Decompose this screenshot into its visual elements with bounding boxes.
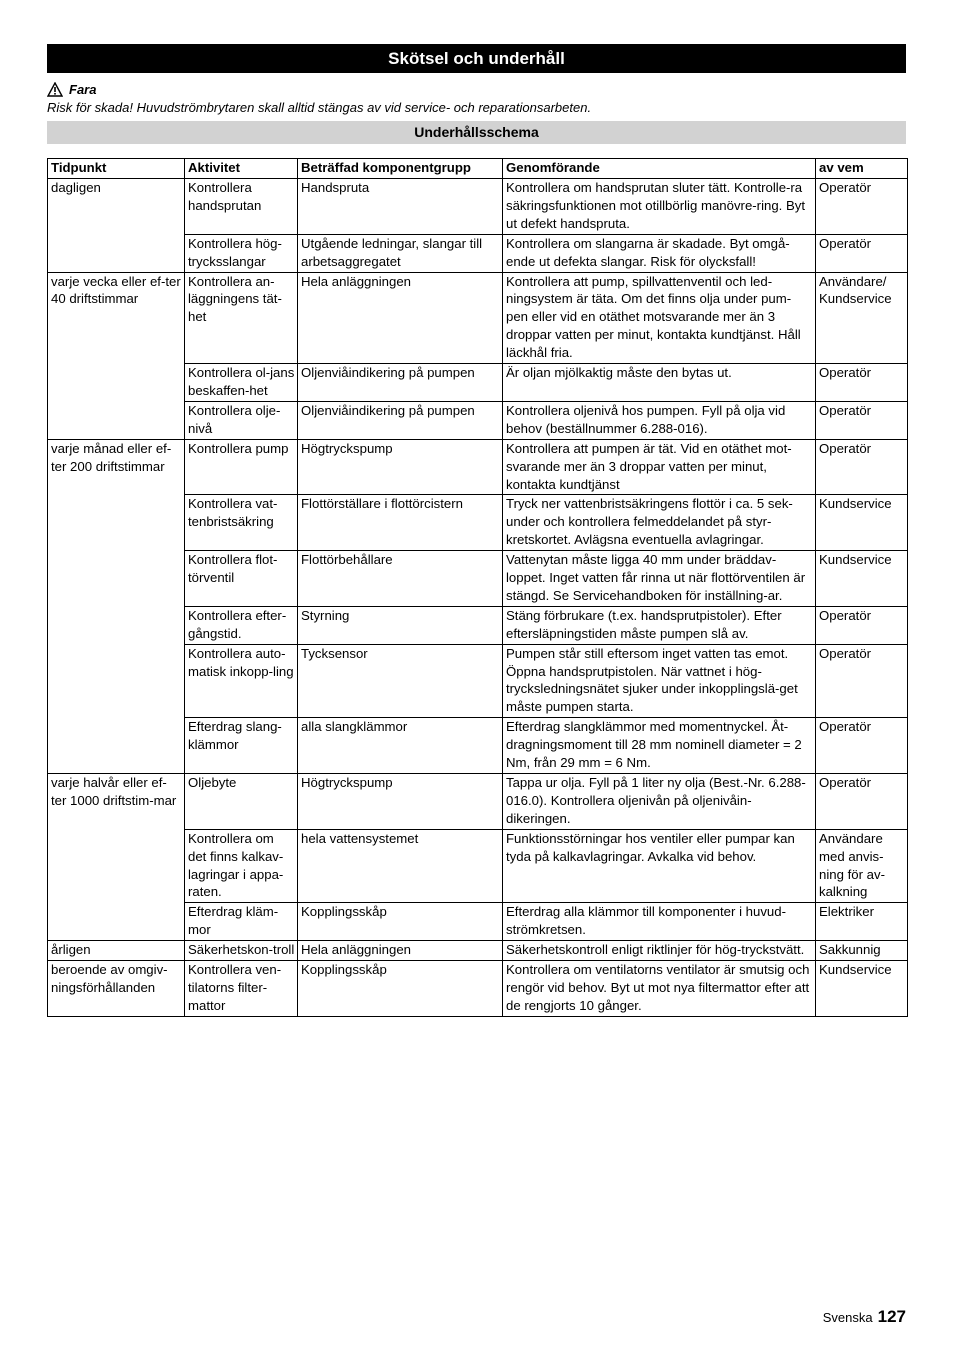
table-row (48, 774, 908, 830)
cell-period: varje halvår eller ef-ter 1000 driftstim-mar (48, 774, 185, 941)
cell-by: Kundservice (816, 961, 908, 1017)
cell-component: Styrning (298, 606, 503, 644)
cell-by: Elektriker (816, 903, 908, 941)
cell-activity: Kontrollera auto-matisk inkopp-ling (185, 644, 298, 718)
cell-procedure: Pumpen står still eftersom inget vatten tas emot. Öppna handsprutpistolen. När vattnet i hög-trycksledningsnätet sjuker under inkopplingslä-get måste pumpen starta. (503, 644, 816, 718)
warning-label: Fara (69, 81, 97, 97)
cell-activity: Kontrollera an-läggningens tät-het (185, 272, 298, 364)
header-period: Tidpunkt (48, 159, 185, 179)
cell-activity: Kontrollera handsprutan (185, 179, 298, 235)
cell-activity: Kontrollera efter-gångstid. (185, 606, 298, 644)
cell-component: Flottörbehållare (298, 551, 503, 607)
cell-component: hela vattensystemet (298, 829, 503, 903)
cell-procedure: Kontrollera om slangarna är skadade. Byt omgå-ende ut defekta slangar. Risk för olycksfall! (503, 234, 816, 272)
cell-by: Kundservice (816, 495, 908, 551)
cell-component: Kopplingsskåp (298, 903, 503, 941)
warning-text: Risk för skada! Huvudströmbrytaren skall alltid stängas av vid service- och reparationsarbeten. (47, 100, 592, 115)
cell-procedure: Säkerhetskontroll enligt riktlinjer för hög-tryckstvätt. (503, 941, 816, 961)
cell-period: dagligen (48, 179, 185, 273)
cell-procedure: Efterdrag alla klämmor till komponenter i huvud-strömkretsen. (503, 903, 816, 941)
cell-by: Operatör (816, 234, 908, 272)
cell-procedure: Funktionsstörningar hos ventiler eller pumpar kan tyda på kalkavlagringar. Avkalka vid behov. (503, 829, 816, 903)
cell-component: Hela anläggningen (298, 272, 503, 364)
cell-by: Kundservice (816, 551, 908, 607)
cell-activity: Kontrollera om det finns kalkav-lagringar i appa-raten. (185, 829, 298, 903)
maintenance-table (47, 158, 908, 1017)
page (47, 44, 906, 1017)
cell-procedure: Tryck ner vattenbristsäkringens flottör i ca. 5 sek-under och kontrollera felmeddelandet på styr-kretskortet. Avlägsna eventuella avlagringar. (503, 495, 816, 551)
cell-component: Högtryckspump (298, 774, 503, 830)
cell-activity: Säkerhetskon-troll (185, 941, 298, 961)
cell-activity: Oljebyte (185, 774, 298, 830)
cell-activity: Kontrollera vat-tenbristsäkring (185, 495, 298, 551)
cell-component: Oljenviåindikering på pumpen (298, 364, 503, 402)
cell-period: varje vecka eller ef-ter 40 driftstimmar (48, 272, 185, 439)
cell-procedure: Vattenytan måste ligga 40 mm under bräddav-loppet. Inget vatten får rinna ut när flottörventilen är stängd. Se Servicehandboken för inställning-ar. (503, 551, 816, 607)
header-procedure: Genomförande (503, 159, 816, 179)
cell-by: Operatör (816, 606, 908, 644)
cell-period: årligen (48, 941, 185, 961)
cell-by: Operatör (816, 439, 908, 495)
cell-by: Operatör (816, 364, 908, 402)
cell-procedure: Kontrollera oljenivå hos pumpen. Fyll på olja vid behov (beställnummer 6.288-016). (503, 401, 816, 439)
table-row (48, 941, 908, 961)
cell-procedure: Kontrollera att pump, spillvattenventil och led-ningsystem är täta. Om det finns olja under pum-pen eller vid en otäthet motsvarande mer än 3 droppar vatten per minut, kontakta kundtjänst. Håll läckhål fria. (503, 272, 816, 364)
cell-procedure: Är oljan mjölkaktig måste den bytas ut. (503, 364, 816, 402)
table-header-row (48, 159, 908, 179)
cell-by: Användare med anvis-ning för av-kalkning (816, 829, 908, 903)
page-number: 127 (877, 1307, 906, 1326)
cell-activity: Kontrollera olje-nivå (185, 401, 298, 439)
cell-procedure: Tappa ur olja. Fyll på 1 liter ny olja (Best.-Nr. 6.288-016.0). Kontrollera oljenivån på oljenivåin-dikeringen. (503, 774, 816, 830)
cell-component: Tycksensor (298, 644, 503, 718)
table-row (48, 439, 908, 495)
cell-component: Oljenviåindikering på pumpen (298, 401, 503, 439)
cell-component: Flottörställare i flottörcistern (298, 495, 503, 551)
table-row (48, 961, 908, 1017)
cell-procedure: Kontrollera om handsprutan sluter tätt. Kontrolle-ra säkringsfunktionen mot otillbörlig manövre-ring. Byt ut defekt handspruta. (503, 179, 816, 235)
cell-activity: Kontrollera ven-tilatorns filter-mattor (185, 961, 298, 1017)
cell-component: Utgående ledningar, slangar till arbetsaggregatet (298, 234, 503, 272)
table-row (48, 179, 908, 235)
cell-by: Operatör (816, 718, 908, 774)
cell-activity: Kontrollera hög-trycksslangar (185, 234, 298, 272)
cell-by: Användare/ Kundservice (816, 272, 908, 364)
cell-activity: Kontrollera ol-jans beskaffen-het (185, 364, 298, 402)
cell-procedure: Kontrollera att pumpen är tät. Vid en otäthet mot-svarande mer än 3 droppar vatten per minut, kontakta kundtjänst (503, 439, 816, 495)
cell-procedure: Efterdrag slangklämmor med momentnyckel. Åt-dragningsmoment till 28 mm nominell diameter = 2 Nm, från 29 mm = 6 Nm. (503, 718, 816, 774)
table-body (48, 179, 908, 1017)
cell-procedure: Stäng förbrukare (t.ex. handsprutpistoler). Efter eftersläpningstiden måste pumpen slå av. (503, 606, 816, 644)
cell-component: Handspruta (298, 179, 503, 235)
cell-activity: Kontrollera flot-törventil (185, 551, 298, 607)
cell-component: Hela anläggningen (298, 941, 503, 961)
cell-activity: Efterdrag slang-klämmor (185, 718, 298, 774)
warning-heading (47, 80, 906, 98)
warning-triangle-icon (47, 82, 63, 97)
cell-procedure: Kontrollera om ventilatorns ventilator är smutsig och rengör vid behov. Byt ut mot nya filtermattor efter att de rengjorts 10 gånger. (503, 961, 816, 1017)
cell-by: Operatör (816, 774, 908, 830)
cell-period: varje månad eller ef-ter 200 driftstimmar (48, 439, 185, 773)
header-component: Beträffad komponentgrupp (298, 159, 503, 179)
header-activity: Aktivitet (185, 159, 298, 179)
header-by: av vem (816, 159, 908, 179)
cell-activity: Kontrollera pump (185, 439, 298, 495)
cell-by: Operatör (816, 401, 908, 439)
table-row (48, 272, 908, 364)
cell-by: Operatör (816, 644, 908, 718)
page-footer (823, 1307, 906, 1327)
cell-activity: Efterdrag kläm-mor (185, 903, 298, 941)
cell-by: Sakkunnig (816, 941, 908, 961)
cell-component: alla slangklämmor (298, 718, 503, 774)
section-title: Underhållsschema (47, 121, 906, 144)
cell-component: Kopplingsskåp (298, 961, 503, 1017)
cell-by: Operatör (816, 179, 908, 235)
cell-period: beroende av omgiv-ningsförhållanden (48, 961, 185, 1017)
cell-component: Högtryckspump (298, 439, 503, 495)
footer-language: Svenska (822, 1310, 873, 1325)
page-title: Skötsel och underhåll (47, 44, 906, 73)
